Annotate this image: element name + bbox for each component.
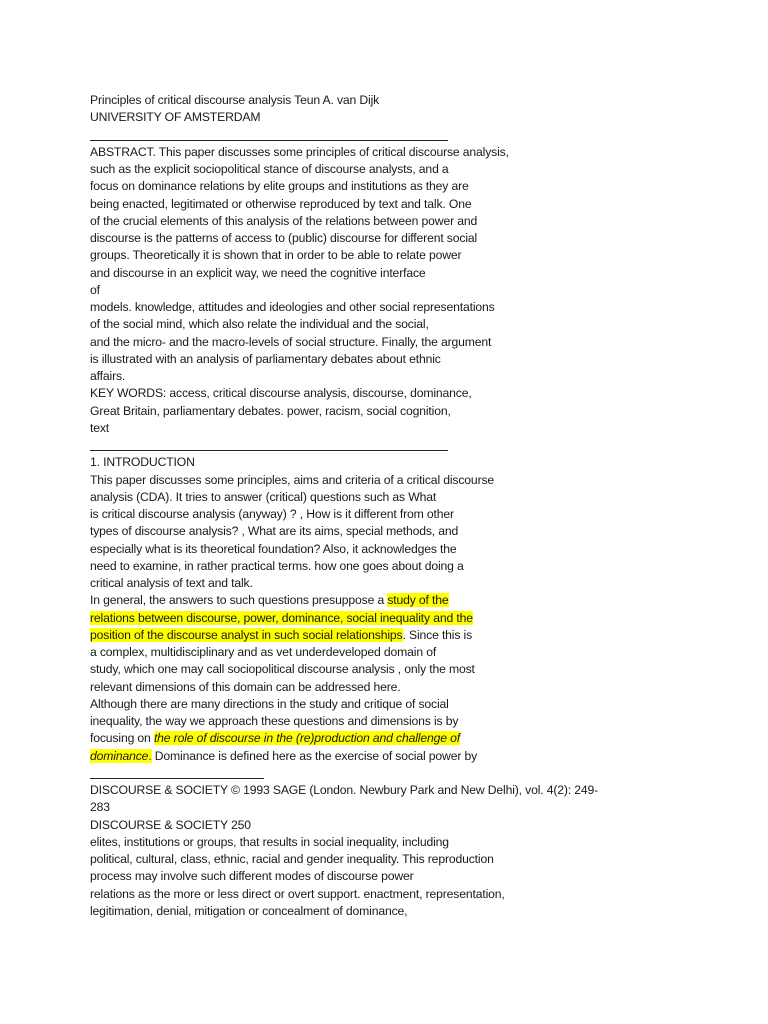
paragraph-line: process may involve such different modes of discourse power	[90, 869, 414, 884]
highlighted-text: position of the discourse analyst in such social relationships	[90, 627, 403, 642]
footer-line: DISCOURSE & SOCIETY © 1993 SAGE (London. Newbury Park and New Delhi), vol. 4(2): 249-	[90, 783, 599, 797]
divider	[90, 437, 710, 454]
paragraph-line: relevant dimensions of this domain can be addressed here.	[90, 679, 401, 694]
intro-line: types of discourse analysis? , What are its aims, special methods, and	[90, 524, 459, 539]
abstract-line: being enacted, legitimated or otherwise reproduced by text and talk. One	[90, 196, 472, 211]
abstract-line: such as the explicit sociopolitical stance of discourse analysts, and a	[90, 162, 449, 176]
abstract-line: and the micro- and the macro-levels of social structure. Finally, the argument	[90, 334, 492, 349]
highlighted-text: dominance	[90, 748, 149, 763]
intro-line: critical analysis of text and talk.	[90, 576, 253, 590]
keywords-line: text	[90, 420, 110, 435]
footnote-divider	[90, 765, 710, 782]
plain-text: In general, the answers to such questions presuppose a	[90, 593, 388, 608]
paragraph-line	[90, 592, 710, 609]
paragraph-line: relations as the more or less direct or overt support. enactment, representation,	[90, 886, 505, 901]
second-paragraph	[90, 592, 710, 696]
abstract-line: is illustrated with an analysis of parliamentary debates about ethnic	[90, 351, 441, 366]
highlighted-text: the role of discourse in the (re)production and challenge of	[153, 731, 460, 746]
plain-text: focusing on	[90, 731, 154, 746]
continuation-paragraph	[90, 834, 710, 920]
abstract-line: models. knowledge, attitudes and ideologies and other social representations	[90, 300, 495, 314]
abstract-line: of	[90, 282, 100, 297]
paragraph-line: political, cultural, class, ethnic, racial and gender inequality. This reproduction	[90, 852, 494, 866]
footer-line: 283	[90, 800, 110, 815]
intro-line: analysis (CDA). It tries to answer (critical) questions such as What	[90, 489, 437, 504]
document-page	[90, 92, 710, 920]
intro-line: This paper discusses some principles, aims and criteria of a critical discourse	[90, 472, 495, 487]
abstract-line: ABSTRACT. This paper discusses some principles of critical discourse analysis,	[90, 144, 509, 159]
intro-paragraph	[90, 472, 710, 593]
abstract-line: groups. Theoretically it is shown that in order to be able to relate power	[90, 248, 462, 263]
abstract-line: focus on dominance relations by elite groups and institutions as they are	[90, 179, 469, 194]
keywords	[90, 385, 710, 437]
paragraph-line	[90, 627, 710, 644]
paragraph-line: study, which one may call sociopolitical discourse analysis , only the most	[90, 662, 475, 677]
abstract-line: and discourse in an explicit way, we need the cognitive interface	[90, 265, 426, 280]
paragraph-line	[90, 610, 710, 627]
third-paragraph	[90, 696, 710, 765]
paragraph-line: elites, institutions or groups, that results in social inequality, including	[90, 834, 449, 849]
intro-line: is critical discourse analysis (anyway) ? , How is it different from other	[90, 507, 454, 521]
highlighted-text: .	[148, 748, 152, 763]
abstract-line: discourse is the patterns of access to (public) discourse for different social	[90, 231, 478, 245]
affiliation: UNIVERSITY OF AMSTERDAM	[90, 110, 261, 125]
abstract-line: of the social mind, which also relate the individual and the social,	[90, 317, 429, 332]
document-title: Principles of critical discourse analysis Teun A. van Dijk	[90, 93, 380, 107]
abstract-line: of the crucial elements of this analysis of the relations between power and	[90, 213, 478, 228]
section-heading: 1. INTRODUCTION	[90, 455, 195, 470]
footer-line: DISCOURSE & SOCIETY 250	[90, 817, 251, 832]
paragraph-line	[90, 748, 710, 765]
paragraph-line: inequality, the way we approach these questions and dimensions is by	[90, 714, 459, 728]
abstract-line: affairs.	[90, 369, 126, 383]
keywords-line: Great Britain, parliamentary debates. power, racism, social cognition,	[90, 403, 451, 418]
highlighted-text: study of the	[387, 593, 449, 608]
plain-text: Dominance is defined here as the exercise of social power by	[151, 748, 478, 763]
paragraph-line: Although there are many directions in the study and critique of social	[90, 696, 449, 711]
keywords-line: KEY WORDS: access, critical discourse analysis, discourse, dominance,	[90, 386, 472, 401]
page-footer	[90, 782, 710, 834]
intro-line: need to examine, in rather practical terms. how one goes about doing a	[90, 558, 464, 573]
divider	[90, 127, 710, 144]
intro-line: especially what is its theoretical foundation? Also, it acknowledges the	[90, 541, 457, 556]
plain-text: . Since this is	[402, 627, 473, 642]
paragraph-line: a complex, multidisciplinary and as vet underdeveloped domain of	[90, 645, 437, 659]
highlighted-text: relations between discourse, power, dominance, social inequality and the	[90, 610, 473, 625]
paragraph-line	[90, 730, 710, 747]
abstract	[90, 144, 710, 386]
paragraph-line: legitimation, denial, mitigation or concealment of dominance,	[90, 903, 408, 918]
